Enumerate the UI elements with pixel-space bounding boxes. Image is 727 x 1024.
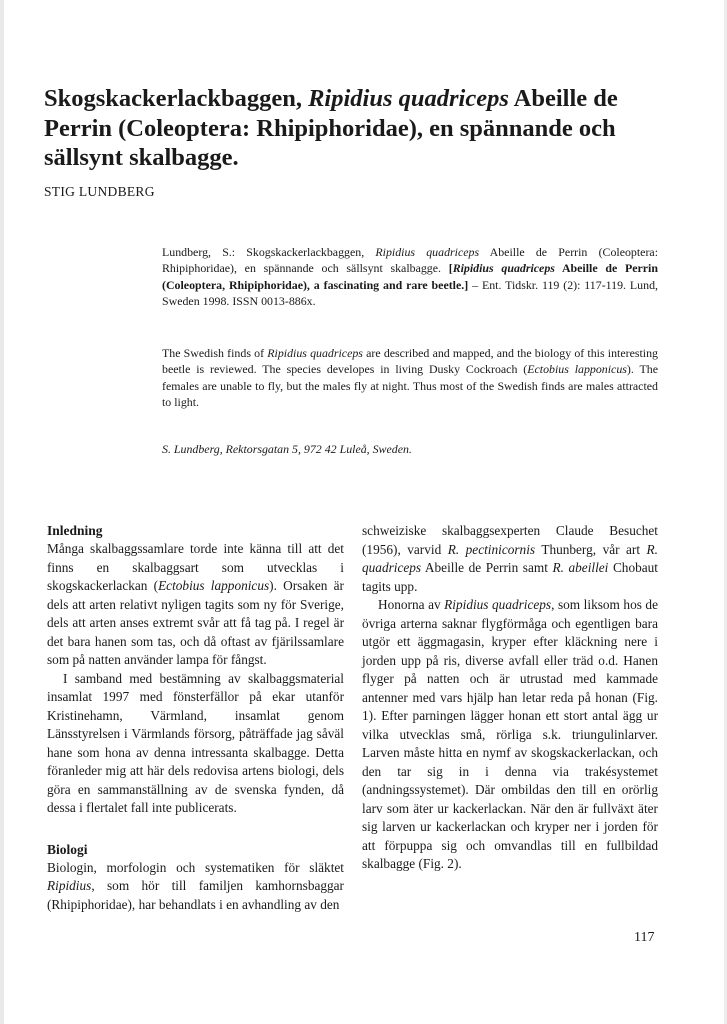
intro-paragraph-1: Många skalbaggssamlare torde inte känna till att det finns en skalbaggsart som utvecklas i skogskackerlackan (Ectobius lapponicus). Orsaken är dels att arten relativt nyligen tagits som ny för Sverige, dels att arten anses extremt svår att få tag på. I regel är det bara hanen som tas, och då oftast av fjärilssamlare som på natten använder lampa för fångst. (47, 541, 344, 667)
citation-block: Lundberg, S.: Skogskackerlackbaggen, Ripidius quadriceps Abeille de Perrin (Coleoptera: Rhipiphoridae), en spännande och sällsynt skalbagge. [Ripidius quadriceps Abeille de Perrin (Coleoptera, Rhipiphoridae), a fascinating and rare beetle.] – Ent. Tidskr. 119 (2): 117-119. Lund, Sweden 1998. ISSN 0013-886x. (162, 245, 658, 309)
intro-paragraph-2: I samband med bestämning av skalbaggsmaterial insamlat 1997 med fönsterfällor på ekar utanför Kristinehamn, Värmland, insamlat genom Länsstyrelsen i Värmlands försorg, påträffade jag såväl hane som hona av denna intressanta skalbagge. Detta föranleder mig att här dels redovisa artens biologi, dels göra en sammanställning av de svenska fynden, då dessa i flertalet fall inte publicerats. (47, 670, 344, 815)
author-name: STIG LUNDBERG (44, 184, 155, 199)
title-species-name: Ripidius quadriceps (308, 85, 509, 112)
biology-paragraph-1-continued: schweiziske skalbaggsexperten Claude Besuchet (1956), varvid R. pectinicornis Thunberg, vår art R. quadriceps Abeille de Perrin samt R. abeillei Chobaut tagits upp. (362, 523, 658, 594)
scan-edge-left (0, 0, 4, 1024)
biology-paragraph-2: Honorna av Ripidius quadriceps, som liksom hos de övriga arterna saknar flygförmåga och egentligen bara utgör ett äggmagasin, kryper efter kläckning nere i jorden upp på ris, diverse avfall eller träd o.d. Hanen flyger på natten och är utrustad med kammade antenner med vars hjälp han letar reda på honan (Fig. 1). Efter parningen lägger honan ett stort antal ägg ur vilka utvecklas små, rörliga s.k. triungulinlarver. Larven måste hitta en nymf av skogskackerlackan, och den tar sig in i denna via trakésystemet (andningssystemet). Där ombildas den till en orörlig larv som äter ur kackerlackan. När den är fullväxt äter sig larven ur kackerlackan och kryper ner i jorden för att förpuppa sig och omvandlas till en fullbildad skalbagge (Fig. 2). (362, 597, 658, 871)
article-title: Skogskackerlackbaggen, Ripidius quadriceps Abeille de Perrin (Coleoptera: Rhipiphoridae), en spännande och sällsynt skalbagge. (44, 85, 618, 171)
page-number: 117 (634, 930, 655, 945)
section-heading-biology: Biologi (47, 841, 88, 857)
right-column (362, 522, 658, 874)
left-column (47, 522, 344, 914)
author-address: S. Lundberg, Rektorsgatan 5, 972 42 Luleå, Sweden. (162, 442, 412, 456)
english-summary: The Swedish finds of Ripidius quadriceps are described and mapped, and the biology of this interesting beetle is reviewed. The species developes in living Dusky Cockroach (Ectobius lapponicus). The females are unable to fly, but the males fly at night. Thus most of the Swedish finds are males attracted to light. (162, 346, 658, 410)
section-heading-intro: Inledning (47, 523, 103, 538)
biology-paragraph-1: Biologin, morfologin och systematiken för släktet Ripidius, som hör till familjen kamhornsbaggar (Rhipiphoridae), har behandlats i en avhandling av den (47, 859, 344, 912)
